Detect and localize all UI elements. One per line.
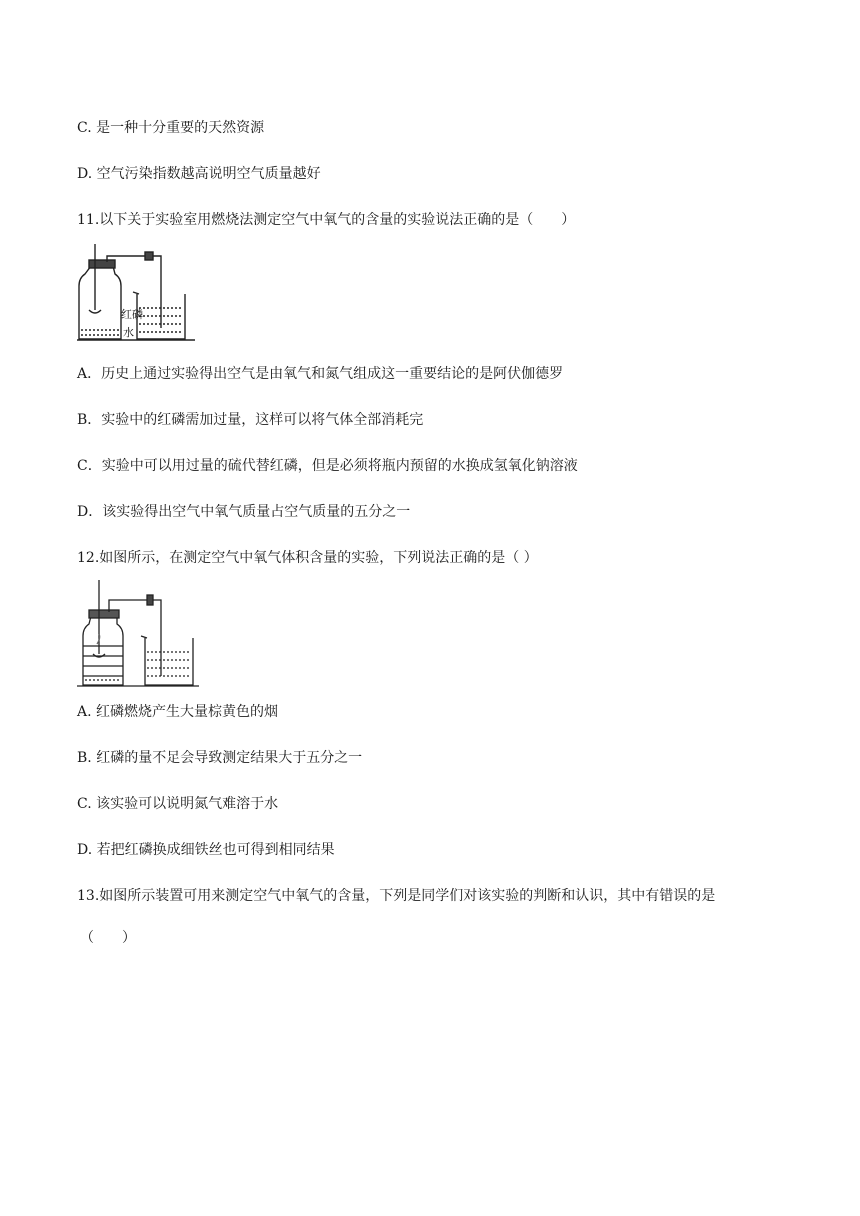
- q11-option-b: B．实验中的红磷需加过量，这样可以将气体全部消耗完: [77, 412, 424, 428]
- q11-label-water: 水: [123, 326, 134, 339]
- q12-clamp: [147, 595, 153, 605]
- q12-option-c: C. 该实验可以说明氮气难溶于水: [77, 796, 279, 812]
- q12-option-b: B. 红磷的量不足会导致测定结果大于五分之一: [77, 750, 363, 766]
- q10-option-d: D. 空气污染指数越高说明空气质量越好: [77, 166, 321, 182]
- q11-apparatus-figure: [77, 244, 197, 344]
- q12-option-d: D. 若把红磷换成细铁丝也可得到相同结果: [77, 842, 335, 858]
- q11-label-red-phosphorus: 红磷: [121, 308, 143, 321]
- q12-stem: 12.如图所示，在测定空气中氧气体积含量的实验，下列说法正确的是（ ）: [77, 550, 538, 566]
- q12-option-a: A. 红磷燃烧产生大量棕黄色的烟: [77, 704, 279, 720]
- q12-beaker: [145, 638, 193, 685]
- q11-option-a: A．历史上通过实验得出空气是由氧气和氮气组成这一重要结论的是阿伏伽德罗: [77, 366, 564, 382]
- q12-stopper: [89, 610, 119, 618]
- q11-tube-down: [157, 256, 161, 328]
- q11-option-c: C．实验中可以用过量的硫代替红磷，但是必须将瓶内预留的水换成氢氧化钠溶液: [77, 458, 578, 474]
- q13-stem-paren: （ ）: [80, 930, 136, 946]
- q11-stem: 11.以下关于实验室用燃烧法测定空气中氧气的含量的实验说法正确的是（ ）: [77, 212, 576, 228]
- q11-stopper: [89, 260, 115, 268]
- q12-apparatus-figure: [77, 580, 201, 690]
- q10-option-c: C. 是一种十分重要的天然资源: [77, 120, 265, 136]
- q13-stem: 13.如图所示装置可用来测定空气中氧气的含量，下列是同学们对该实验的判断和认识，其中有错误的是: [77, 888, 716, 904]
- q11-clamp: [145, 252, 153, 260]
- q11-spoon: [89, 310, 101, 313]
- q11-bottle: [79, 266, 121, 339]
- q12-tube-down: [157, 600, 161, 676]
- q12-bottle: [83, 616, 123, 685]
- q11-option-d: D．该实验得出空气中氧气质量占空气质量的五分之一: [77, 504, 411, 520]
